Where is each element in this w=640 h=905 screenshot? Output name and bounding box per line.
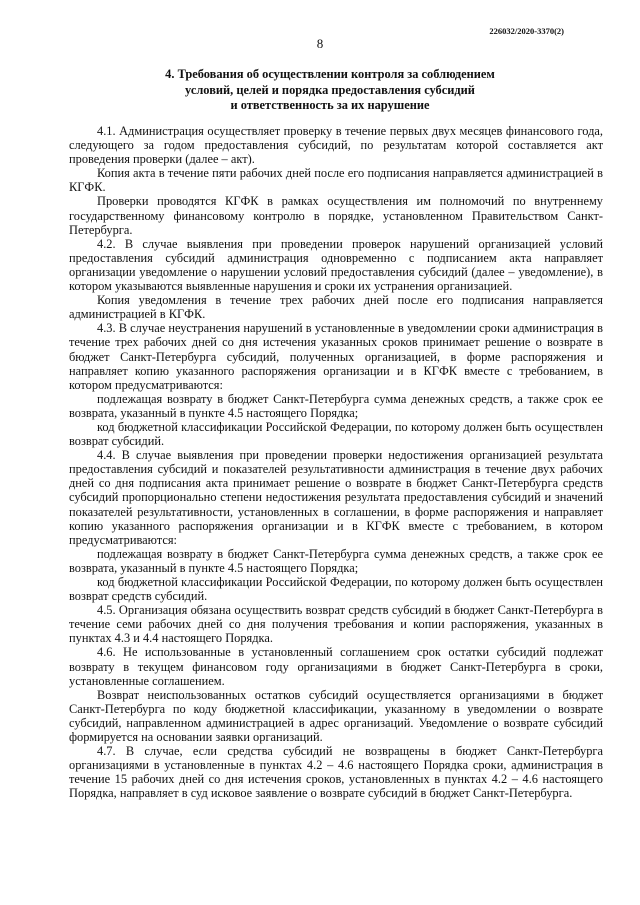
- paragraph-act-copy: Копия акта в течение пяти рабочих дней после его подписания направляется администрацией в КГФК.: [69, 166, 603, 195]
- paragraph-4-6: 4.6. Не использованные в установленный соглашением срок остатки субсидий подлежат возврату в текущем финансовом году организациями в бюджет Санкт-Петербурга в сроки, установленные соглашением.: [69, 645, 603, 688]
- paragraph-4-3-code: код бюджетной классификации Российской Федерации, по которому должен быть осуществлен возврат субсидий.: [69, 419, 603, 449]
- paragraph-4-2: 4.2. В случае выявления при проведении проверок нарушений организацией условий предоставления субсидий администрация одновременно с подписанием акта направляет организации уведомление о нарушении условий предоставления субсидий (далее – уведомление), в котором указываются выявленные нарушения и сроки их устранения организацией.: [69, 236, 603, 294]
- paragraph-4-4: 4.4. В случае выявления при проведении проверки недостижения организацией результата предоставления субсидий и показателей результативности администрация в течение двух рабочих дней со дня подписания акта принимает решение о возврате в бюджет Санкт-Петербурга средств субсидий пропорционально степени недостижения результата предоставления субсидий и значений показателей результативности, установленных в соглашении, в форме распоряжения и направляет копию указанного распоряжения организации и в КГФК вместе с требованием, в котором предусматриваются:: [69, 448, 603, 547]
- paragraph-4-4-code: код бюджетной классификации Российской Федерации, по которому должен быть осуществлен возврат средств субсидий.: [69, 575, 603, 604]
- page-number: 8: [316, 36, 324, 51]
- paragraph-4-1: 4.1. Администрация осуществляет проверку в течение первых двух месяцев финансового года, следующего за годом предоставления субсидий, по результатам которой составляется акт проведения проверки (далее – акт).: [69, 124, 603, 167]
- paragraph-4-5: 4.5. Организация обязана осуществить возврат средств субсидий в бюджет Санкт-Петербурга в течение семи рабочих дней со дня получения требования и копии распоряжения, указанных в пунктах 4.3 и 4.4 настоящего Порядка.: [69, 603, 603, 646]
- paragraph-4-7: 4.7. В случае, если средства субсидий не возвращены в бюджет Санкт-Петербурга организациями в установленные в пунктах 4.2 – 4.6 настоящего Порядка сроки, администрация в течение 15 рабочих дней со дня истечения сроков, установленных в пунктах 4.2 – 4.6 настоящего Порядка, направляет в суд исковое заявление о возврате субсидий в бюджет Санкт-Петербурга.: [69, 744, 603, 801]
- heading-line-2: условий, целей и порядка предоставления субсидий: [185, 82, 475, 97]
- heading-line-3: и ответственность за их нарушение: [230, 98, 430, 112]
- paragraph-4-3: 4.3. В случае неустранения нарушений в установленные в уведомлении сроки администрация в течение трех рабочих дней со дня истечения указанных сроков принимает решение о возврате в бюджет Санкт-Петербурга субсидий, полученных организацией, в форме распоряжения и направляет копию указанного распоряжения организации и в КГФК вместе с требованием, в котором предусматриваются:: [69, 321, 603, 392]
- document-number: 226032/2020-3370(2): [489, 26, 564, 36]
- heading-line-1: 4. Требования об осуществлении контроля за соблюдением: [165, 67, 495, 81]
- document-body: [69, 124, 603, 801]
- paragraph-notice-copy: Копия уведомления в течение трех рабочих дней после его подписания направляется администрацией в КГФК.: [69, 293, 603, 322]
- paragraph-4-3-amount: подлежащая возврату в бюджет Санкт-Петербурга сумма денежных средств, а также срок ее возврата, указанный в пункте 4.5 настоящего Порядка;: [69, 391, 603, 420]
- paragraph-4-4-amount: подлежащая возврату в бюджет Санкт-Петербурга сумма денежных средств, а также срок ее возврата, указанный в пункте 4.5 настоящего Порядка;: [69, 546, 603, 575]
- paragraph-return-unused: Возврат неиспользованных остатков субсидий осуществляется организациями в бюджет Санкт-Петербурга по коду бюджетной классификации, указанному в уведомлении о возврате субсидий, направленном администрацией в адрес организаций. Уведомление о возврате субсидий формируется на основании заявки организаций.: [69, 687, 603, 745]
- section-heading: [120, 67, 540, 114]
- paragraph-kgfk-checks: Проверки проводятся КГФК в рамках осуществления им полномочий по внутреннему государственному финансовому контролю в порядке, установленном Правительством Санкт-Петербурга.: [69, 194, 603, 237]
